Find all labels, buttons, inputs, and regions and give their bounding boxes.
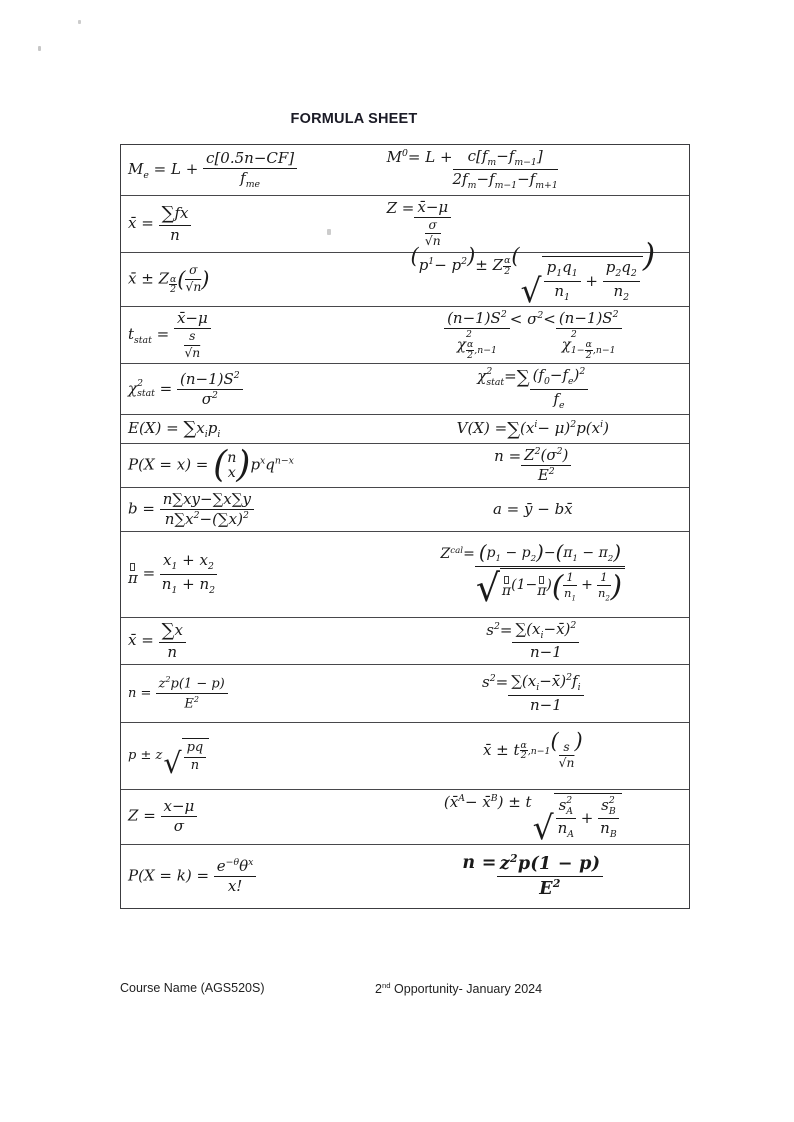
footer-session-number: 2 (375, 982, 382, 997)
formula-left: n = $\frac{z^2p(1 - p)}{E^2}$ (121, 672, 377, 715)
footer-session (375, 981, 542, 996)
formula-left: $E(X) = \sum x_ip_i$ (128, 418, 221, 441)
footer-session-ordinal: nd (381, 981, 391, 990)
footer-session-rest: Opportunity- January 2024 (390, 982, 543, 997)
formula-left: x̄ = $\frac{\sum x}{n}$ (121, 618, 377, 664)
formula-row (121, 723, 689, 790)
formula-left: χ 2 stat = $\frac{(n-1)S^2}{\sigma^2}$ (121, 368, 377, 411)
formula-right: χ 2 stat = ∑ $(f_0-f_e)^2$ $f_e$ (377, 364, 689, 414)
scan-speck (78, 20, 81, 24)
formula-right: s 2 = $\sum(x_i-x̄)^2$ n−1 (377, 618, 689, 664)
formula-row (121, 364, 689, 415)
formula-table (120, 144, 690, 909)
formula-row (121, 415, 689, 444)
scan-speck (38, 46, 41, 51)
formula-left: x̄ ± Z $_{\frac{\alpha}{2}}$ ( $\frac{\sigma}{√n}$ ) (128, 263, 210, 296)
formula-right: s 2 = $\sum(x_i-x̄)^2f_i$ n−1 (377, 670, 689, 716)
formula-right: x̄ ± t $\frac{\alpha}{2}$ ,n−1 ( s √n ) (482, 728, 583, 771)
formula-row (121, 618, 689, 665)
formula-right: Z = x̄−μ $\frac{\sigma}{√n}$ (377, 196, 689, 252)
page-title: FORMULA SHEET (290, 111, 418, 127)
formula-row (121, 196, 689, 253)
formula-left: x̄ = $\frac{\sum fx}{n}$ (121, 201, 377, 247)
formula-right: ( p 1 − p 2 ) ± Z $\frac{\alpha}{2}$ ( √ $p_1q_1$ $n_1$ + $p_2q_2$ $n_2$ ) (410, 238, 656, 311)
formula-row (121, 145, 689, 196)
formula-right: (x̄ A − x̄ B ) ± t √ s 2 A $n_A$ + s 2 B $n_B$ (377, 790, 689, 843)
formula-row (121, 488, 689, 532)
formula-row (121, 665, 689, 723)
formula-right: M 0 = L + $c[f_m-f_{m-1}]$ $2f_m-f_{m-1}-f_{m+1}$ (386, 147, 558, 192)
formula-row (121, 238, 689, 311)
formula-row (121, 307, 689, 365)
formula-left: π = $\frac{x_1 + x_2}{n_1 + n_2}$ (128, 551, 216, 596)
formula-row (121, 444, 689, 488)
formula-row (121, 790, 689, 848)
formula-row (121, 532, 689, 618)
formula-left: P(X = k) = $e^{-\theta}\theta^x$ x! (121, 855, 377, 898)
formula-left: p ± z √ pq n (121, 735, 377, 776)
formula-left: b = $\frac{n\sum xy-\sum x\sum y}{n\sum x^2-(\sum x)^2}$ (121, 488, 377, 531)
formula-right: n = $Z^2(\sigma^2)$ $E^2$ (377, 444, 689, 487)
formula-left: $t_{stat}$ = $\frac{x̄-\mu}{\frac{s}{√n}}$ (121, 307, 377, 363)
formula-right: $(n-1)S^2$ χ 2 $\frac{\alpha}{2}$ ,n−1 < σ 2 < $(n-1)S^2$ χ 2 1− $\frac{\alpha}{2}$ ,n−1 (377, 307, 689, 364)
formula-right: n = $z^2p(1 - p)$ $E^2$ (377, 850, 689, 902)
formula-right: a = ȳ − bx̄ (492, 500, 573, 519)
formula-left: Z = $\frac{x-\mu}{\sigma}$ (121, 795, 377, 838)
formula-left: P(X = x) = ( n x )$p^xq^{n-x}$ (128, 444, 294, 486)
formula-right: Z cal = $(p_1 - p_2)-(\pi_1 - \pi_2)$ √ π (1− π ) ( 1 $n_1$ + 1 $n_2$ ) (377, 543, 689, 605)
formula-row (121, 845, 689, 908)
footer-course-name: Course Name (AGS520S) (120, 981, 265, 995)
formula-left: $M_e = L$ + c[0.5n−CF] $f_{me}$ (121, 147, 377, 193)
formula-right: V(X) = ∑ (x i − μ) 2 p(x i ) (456, 418, 609, 440)
